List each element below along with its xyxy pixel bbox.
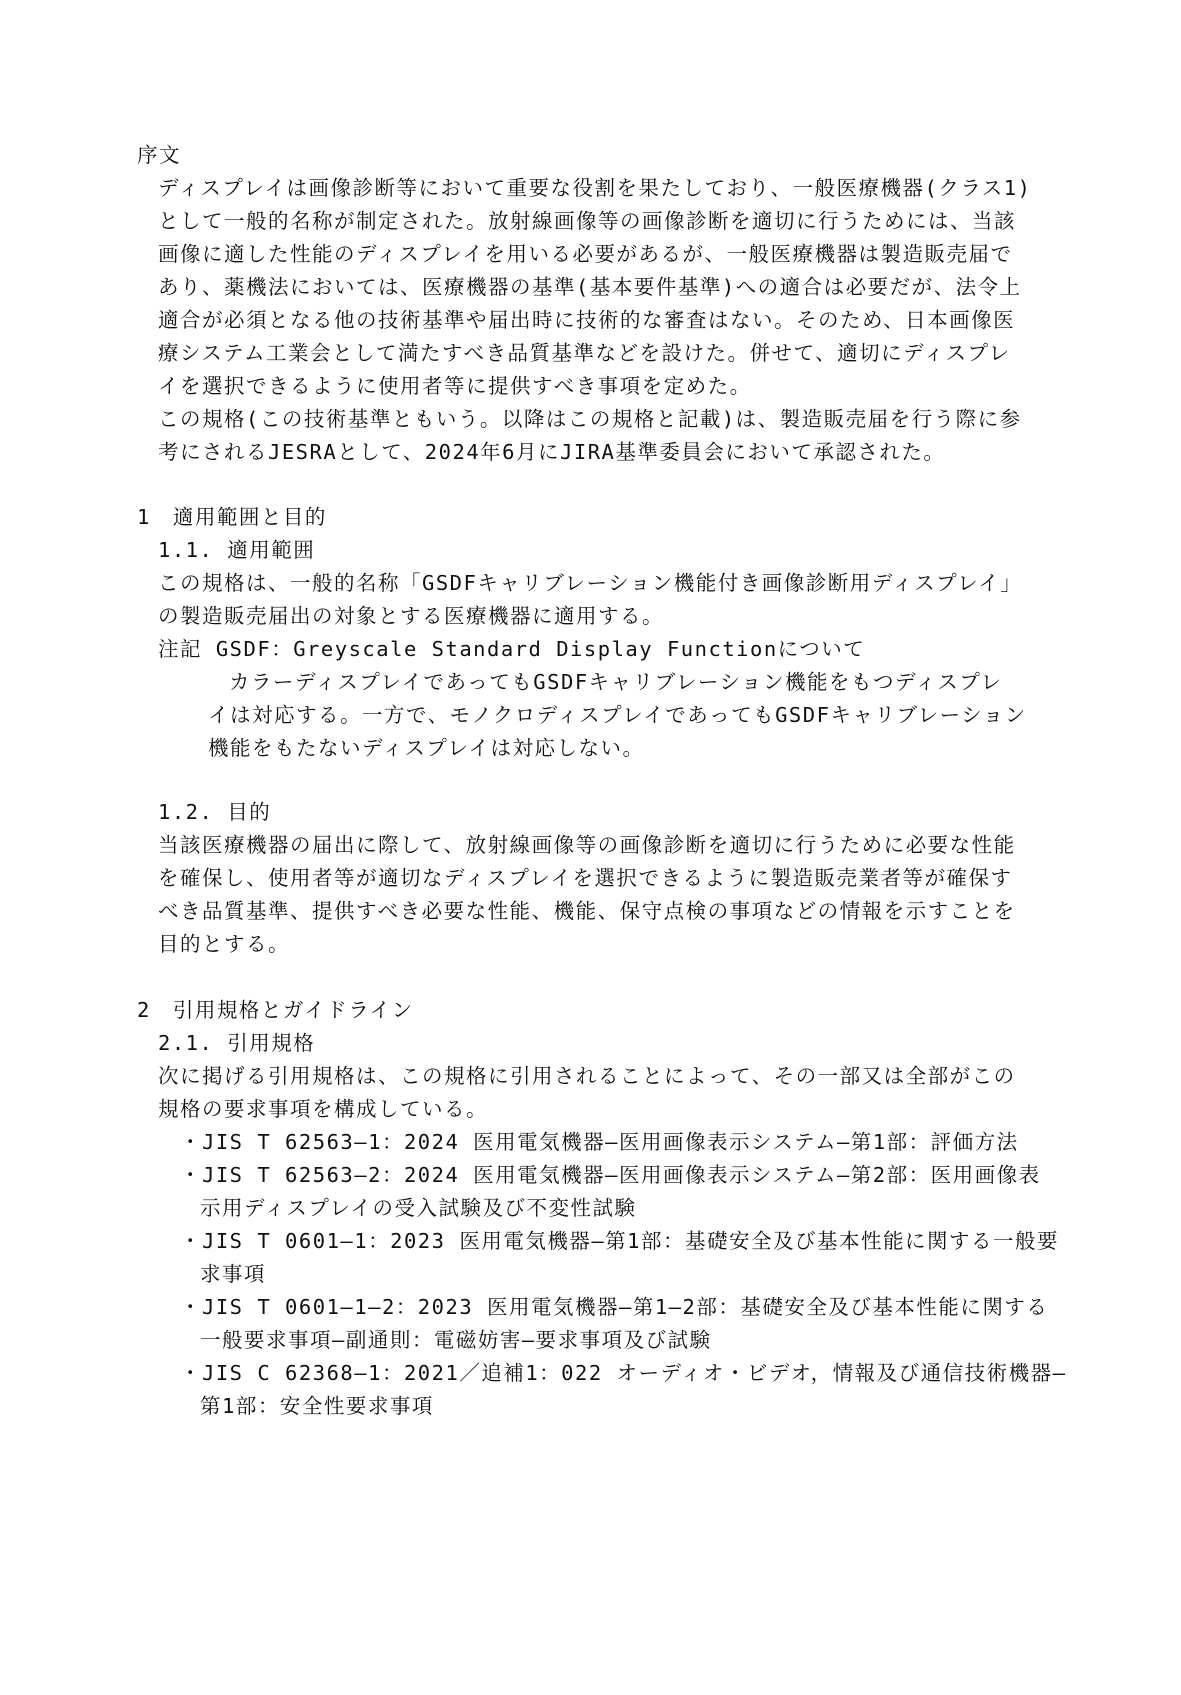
section2-heading: 2 引用規格とガイドライン bbox=[137, 998, 414, 1022]
preface-para2-line-2: 考にされるJESRAとして、2024年6月にJIRA基準委員会において承認された。 bbox=[158, 440, 946, 464]
reference-item-2-line-1: ・JIS T 62563―2：2024 医用電気機器―医用画像表示システム―第2部：医用画像表 bbox=[180, 1163, 1041, 1187]
section1-2-body-line-1: 当該医療機器の届出に際して、放射線画像等の画像診断を適切に行うために必要な性能 bbox=[158, 833, 1016, 857]
reference-item-3-line-1: ・JIS T 0601―1：2023 医用電気機器―第1部：基礎安全及び基本性能に関する一般要 bbox=[180, 1229, 1059, 1253]
reference-item-3-line-2: 求事項 bbox=[200, 1262, 266, 1286]
reference-item-1-line-1: ・JIS T 62563―1：2024 医用電気機器―医用画像表示システム―第1部：評価方法 bbox=[180, 1130, 1019, 1154]
reference-item-4-line-2: 一般要求事項―副通則：電磁妨害―要求事項及び試験 bbox=[200, 1328, 712, 1352]
section1-2-body-line-2: を確保し、使用者等が適切なディスプレイを選択できるように製造販売業者等が確保す bbox=[158, 866, 1013, 890]
section1-2-body-line-3: べき品質基準、提供すべき必要な性能、機能、保守点検の事項などの情報を示すことを bbox=[158, 899, 1016, 923]
preface-para1-line-3: 画像に適した性能のディスプレイを用いる必要があるが、一般医療機器は製造販売届で bbox=[158, 242, 1013, 266]
section1-2-body-line-4: 目的とする。 bbox=[158, 932, 290, 956]
section1-1-heading: 1.1. 適用範囲 bbox=[158, 538, 316, 562]
preface-para1-line-1: ディスプレイは画像診断等において重要な役割を果たしており、一般医療機器(クラス1) bbox=[158, 176, 1032, 200]
section1-1-body-line-1: この規格は、一般的名称「GSDFキャリブレーション機能付き画像診断用ディスプレイ」 bbox=[158, 571, 1023, 595]
section1-1-note-line-1: カラーディスプレイであってもGSDFキャリブレーション機能をもつディスプレ bbox=[229, 670, 1003, 694]
preface-title: 序文 bbox=[137, 143, 181, 167]
section1-1-note-line-3: 機能をもたないディスプレイは対応しない。 bbox=[208, 736, 645, 760]
preface-para1-line-6: 療システム工業会として満たすべき品質基準などを設けた。併せて、適切にディスプレ bbox=[158, 341, 1011, 365]
preface-para1-line-4: あり、薬機法においては、医療機器の基準(基本要件基準)への適合は必要だが、法令上 bbox=[158, 275, 1022, 299]
preface-para1-line-7: イを選択できるように使用者等に提供すべき事項を定めた。 bbox=[158, 374, 752, 398]
reference-item-5-line-1: ・JIS C 62368―1：2021／追補1：022 オーディオ・ビデオ，情報及び通信技術機器― bbox=[180, 1361, 1067, 1385]
preface-para1-line-5: 適合が必須となる他の技術基準や届出時に技術的な審査はない。そのため、日本画像医 bbox=[158, 308, 1016, 332]
reference-item-5-line-2: 第1部：安全性要求事項 bbox=[200, 1394, 434, 1418]
section1-2-heading: 1.2. 目的 bbox=[158, 800, 272, 824]
section2-1-heading: 2.1. 引用規格 bbox=[158, 1031, 316, 1055]
reference-item-4-line-1: ・JIS T 0601―1―2：2023 医用電気機器―第1―2部：基礎安全及び基本性能に関する bbox=[180, 1295, 1049, 1319]
section1-heading: 1 適用範囲と目的 bbox=[137, 505, 327, 529]
section2-1-body-line-1: 次に掲げる引用規格は、この規格に引用されることによって、その一部又は全部がこの bbox=[158, 1064, 1016, 1088]
preface-para2-line-1: この規格(この技術基準ともいう。以降はこの規格と記載)は、製造販売届を行う際に参 bbox=[158, 407, 1022, 431]
section1-1-body-line-2: の製造販売届出の対象とする医療機器に適用する。 bbox=[158, 604, 664, 628]
section1-1-note-line-2: イは対応する。一方で、モノクロディスプレイであってもGSDFキャリブレーション bbox=[208, 703, 1027, 727]
section2-1-body-line-2: 規格の要求事項を構成している。 bbox=[158, 1097, 488, 1121]
section1-1-note-label: 注記 GSDF：Greyscale Standard Display Functionについて bbox=[158, 637, 866, 661]
reference-item-2-line-2: 示用ディスプレイの受入試験及び不変性試験 bbox=[200, 1196, 637, 1220]
preface-para1-line-2: として一般的名称が制定された。放射線画像等の画像診断を適切に行うためには、当該 bbox=[158, 209, 1016, 233]
